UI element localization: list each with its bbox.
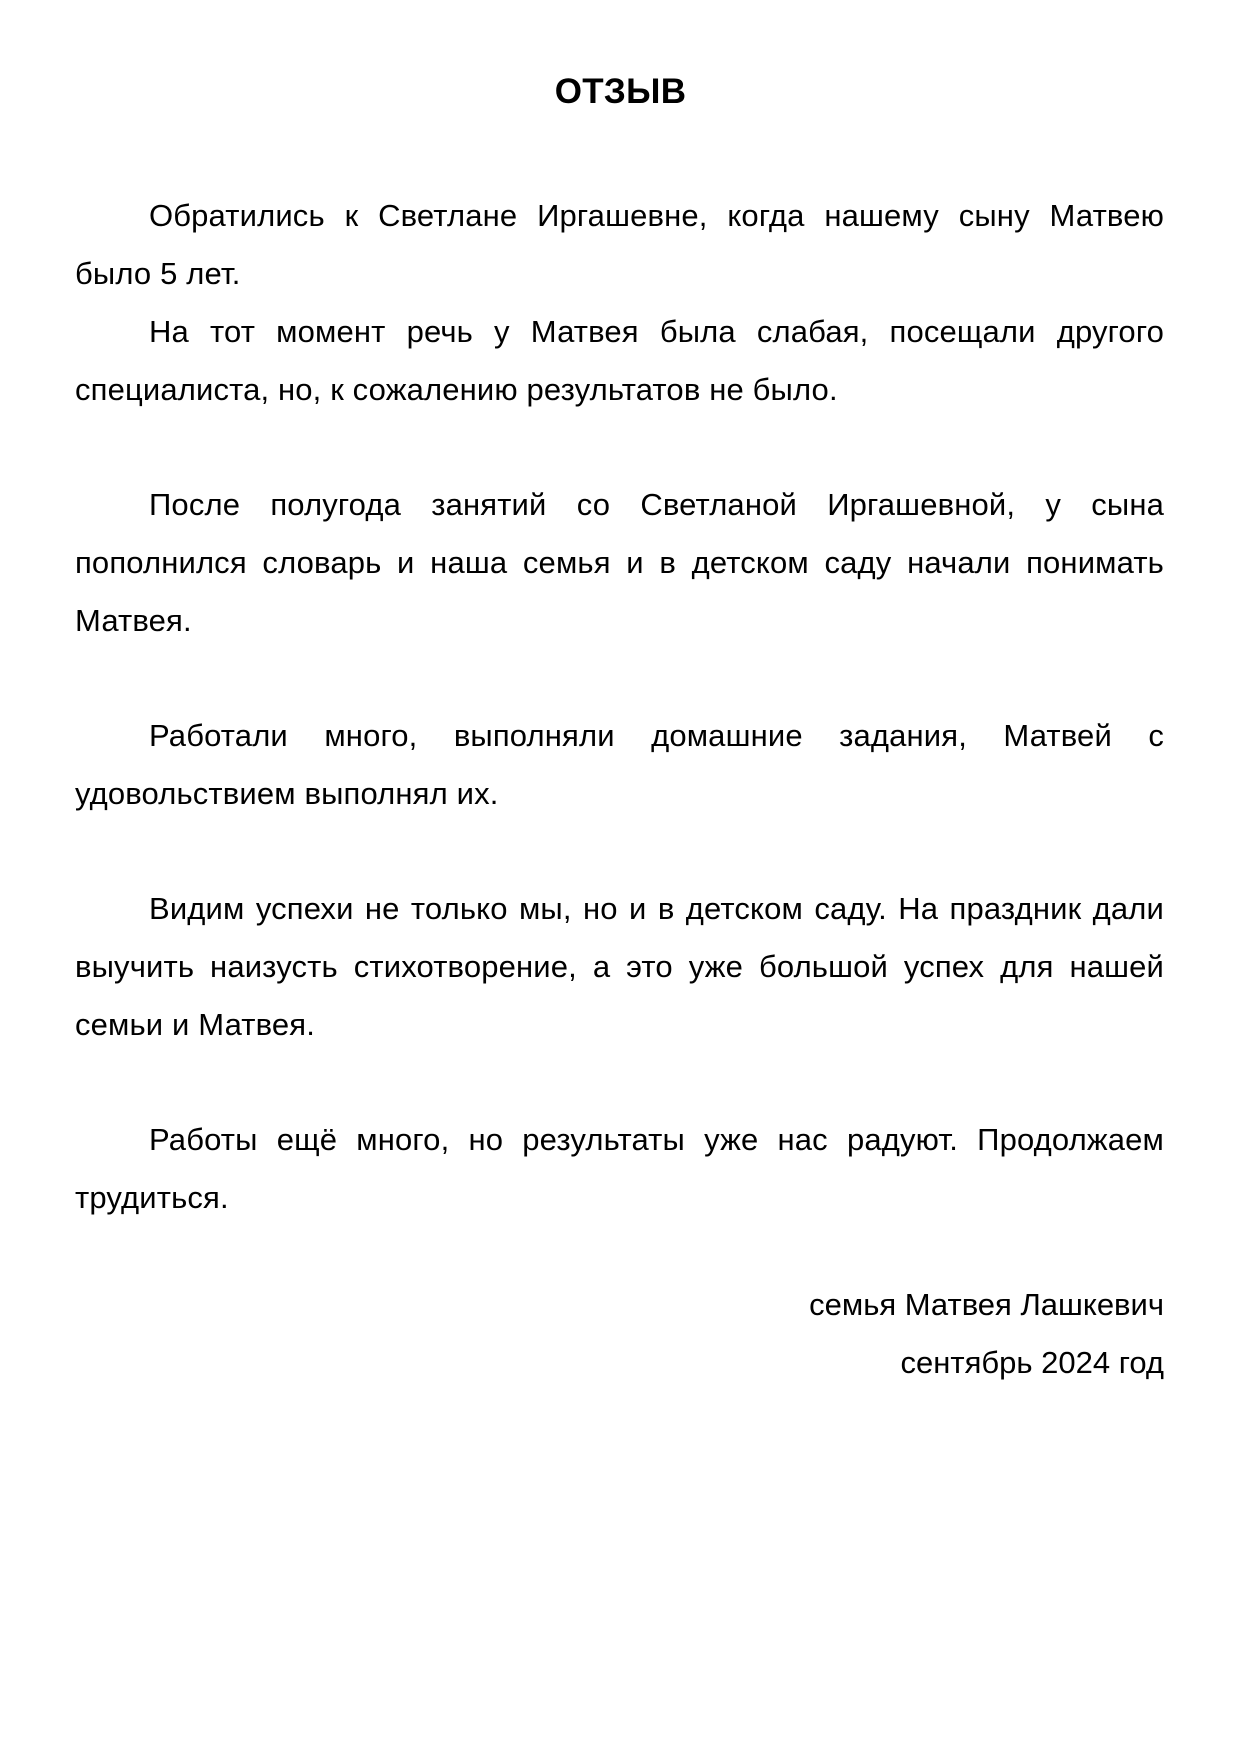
paragraph-gap: [75, 419, 1164, 476]
signature-author: семья Матвея Лашкевич: [809, 1287, 1164, 1322]
signature-date: сентябрь 2024 год: [900, 1345, 1164, 1380]
paragraph-gap: [75, 650, 1164, 707]
signature-block: [809, 1276, 1164, 1392]
paragraph-1: Обратились к Светлане Иргашевне, когда нашему сыну Матвею было 5 лет.: [75, 198, 1164, 291]
paragraph-4: Работали много, выполняли домашние задания, Матвей с удовольствием выполнял их.: [75, 718, 1164, 811]
paragraph-3: После полугода занятий со Светланой Иргашевной, у сына пополнился словарь и наша семья и в детском саду начали понимать Матвея.: [75, 487, 1164, 638]
paragraph-6: Работы ещё много, но результаты уже нас радуют. Продолжаем трудиться.: [75, 1122, 1164, 1215]
paragraph-2: На тот момент речь у Матвея была слабая, посещали другого специалиста, но, к сожалению результатов не было.: [75, 314, 1164, 407]
paragraph-gap: [75, 823, 1164, 880]
paragraph-5: Видим успехи не только мы, но и в детском саду. На праздник дали выучить наизусть стихотворение, а это уже большой успех для нашей семьи и Матвея.: [75, 891, 1164, 1042]
paragraph-gap: [75, 1054, 1164, 1111]
document-title: ОТЗЫВ: [554, 72, 687, 111]
document-body: [75, 187, 1164, 1227]
